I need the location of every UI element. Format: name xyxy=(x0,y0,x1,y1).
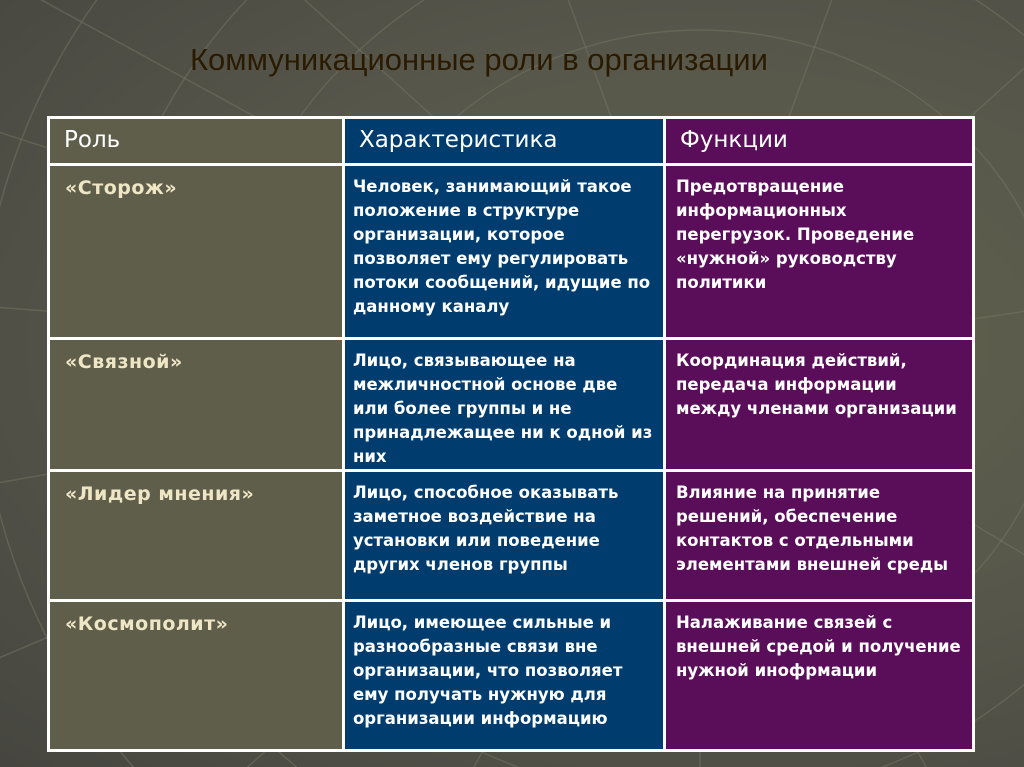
functions-text: Влияние на принятие решений, обеспечение контактов с отдельными элементами внешней среды xyxy=(675,483,949,574)
header-role xyxy=(49,118,344,165)
characteristic-cell xyxy=(343,471,664,601)
characteristic-cell xyxy=(343,339,664,471)
role-label: «Лидер мнения» xyxy=(65,483,255,505)
functions-text: Предотвращение информационных перегрузок. Проведение «нужной» руководству политики xyxy=(675,177,915,292)
role-cell xyxy=(49,601,344,751)
functions-cell xyxy=(664,165,973,339)
header-role-label: Роль xyxy=(64,127,121,153)
slide-title: Коммуникационные роли в организации xyxy=(190,42,768,77)
header-functions xyxy=(664,118,973,165)
role-cell xyxy=(49,339,344,471)
table-row xyxy=(49,601,974,751)
functions-cell xyxy=(664,601,973,751)
table-row xyxy=(49,339,974,471)
characteristic-text: Лицо, способное оказывать заметное воздействие на установки или поведение других членов группы xyxy=(352,483,619,574)
role-label: «Связной» xyxy=(65,351,183,373)
table-row xyxy=(49,471,974,601)
header-functions-label: Функции xyxy=(679,127,788,153)
characteristic-cell xyxy=(343,165,664,339)
functions-text: Налаживание связей с внешней средой и получение нужной инофрмации xyxy=(675,613,961,680)
characteristic-cell xyxy=(343,601,664,751)
header-characteristic xyxy=(343,118,664,165)
header-characteristic-label: Характеристика xyxy=(358,127,558,153)
role-label: «Сторож» xyxy=(65,177,178,199)
characteristic-text: Человек, занимающий такое положение в структуре организации, которое позволяет ему регулировать потоки сообщений, идущие по данному каналу xyxy=(352,177,651,316)
functions-text: Координация действий, передача информации между членами организации xyxy=(675,351,957,418)
characteristic-text: Лицо, имеющее сильные и разнообразные связи вне организации, что позволяет ему получать нужную для организации информацию xyxy=(352,613,623,728)
characteristic-text: Лицо, связывающее на межличностной основе две или более группы и не принадлежащее ни к одной из них xyxy=(352,351,653,466)
table-row xyxy=(49,165,974,339)
functions-cell xyxy=(664,471,973,601)
role-label: «Космополит» xyxy=(65,613,229,635)
role-cell xyxy=(49,165,344,339)
role-cell xyxy=(49,471,344,601)
roles-table xyxy=(47,116,975,752)
functions-cell xyxy=(664,339,973,471)
table-header-row xyxy=(49,118,974,165)
